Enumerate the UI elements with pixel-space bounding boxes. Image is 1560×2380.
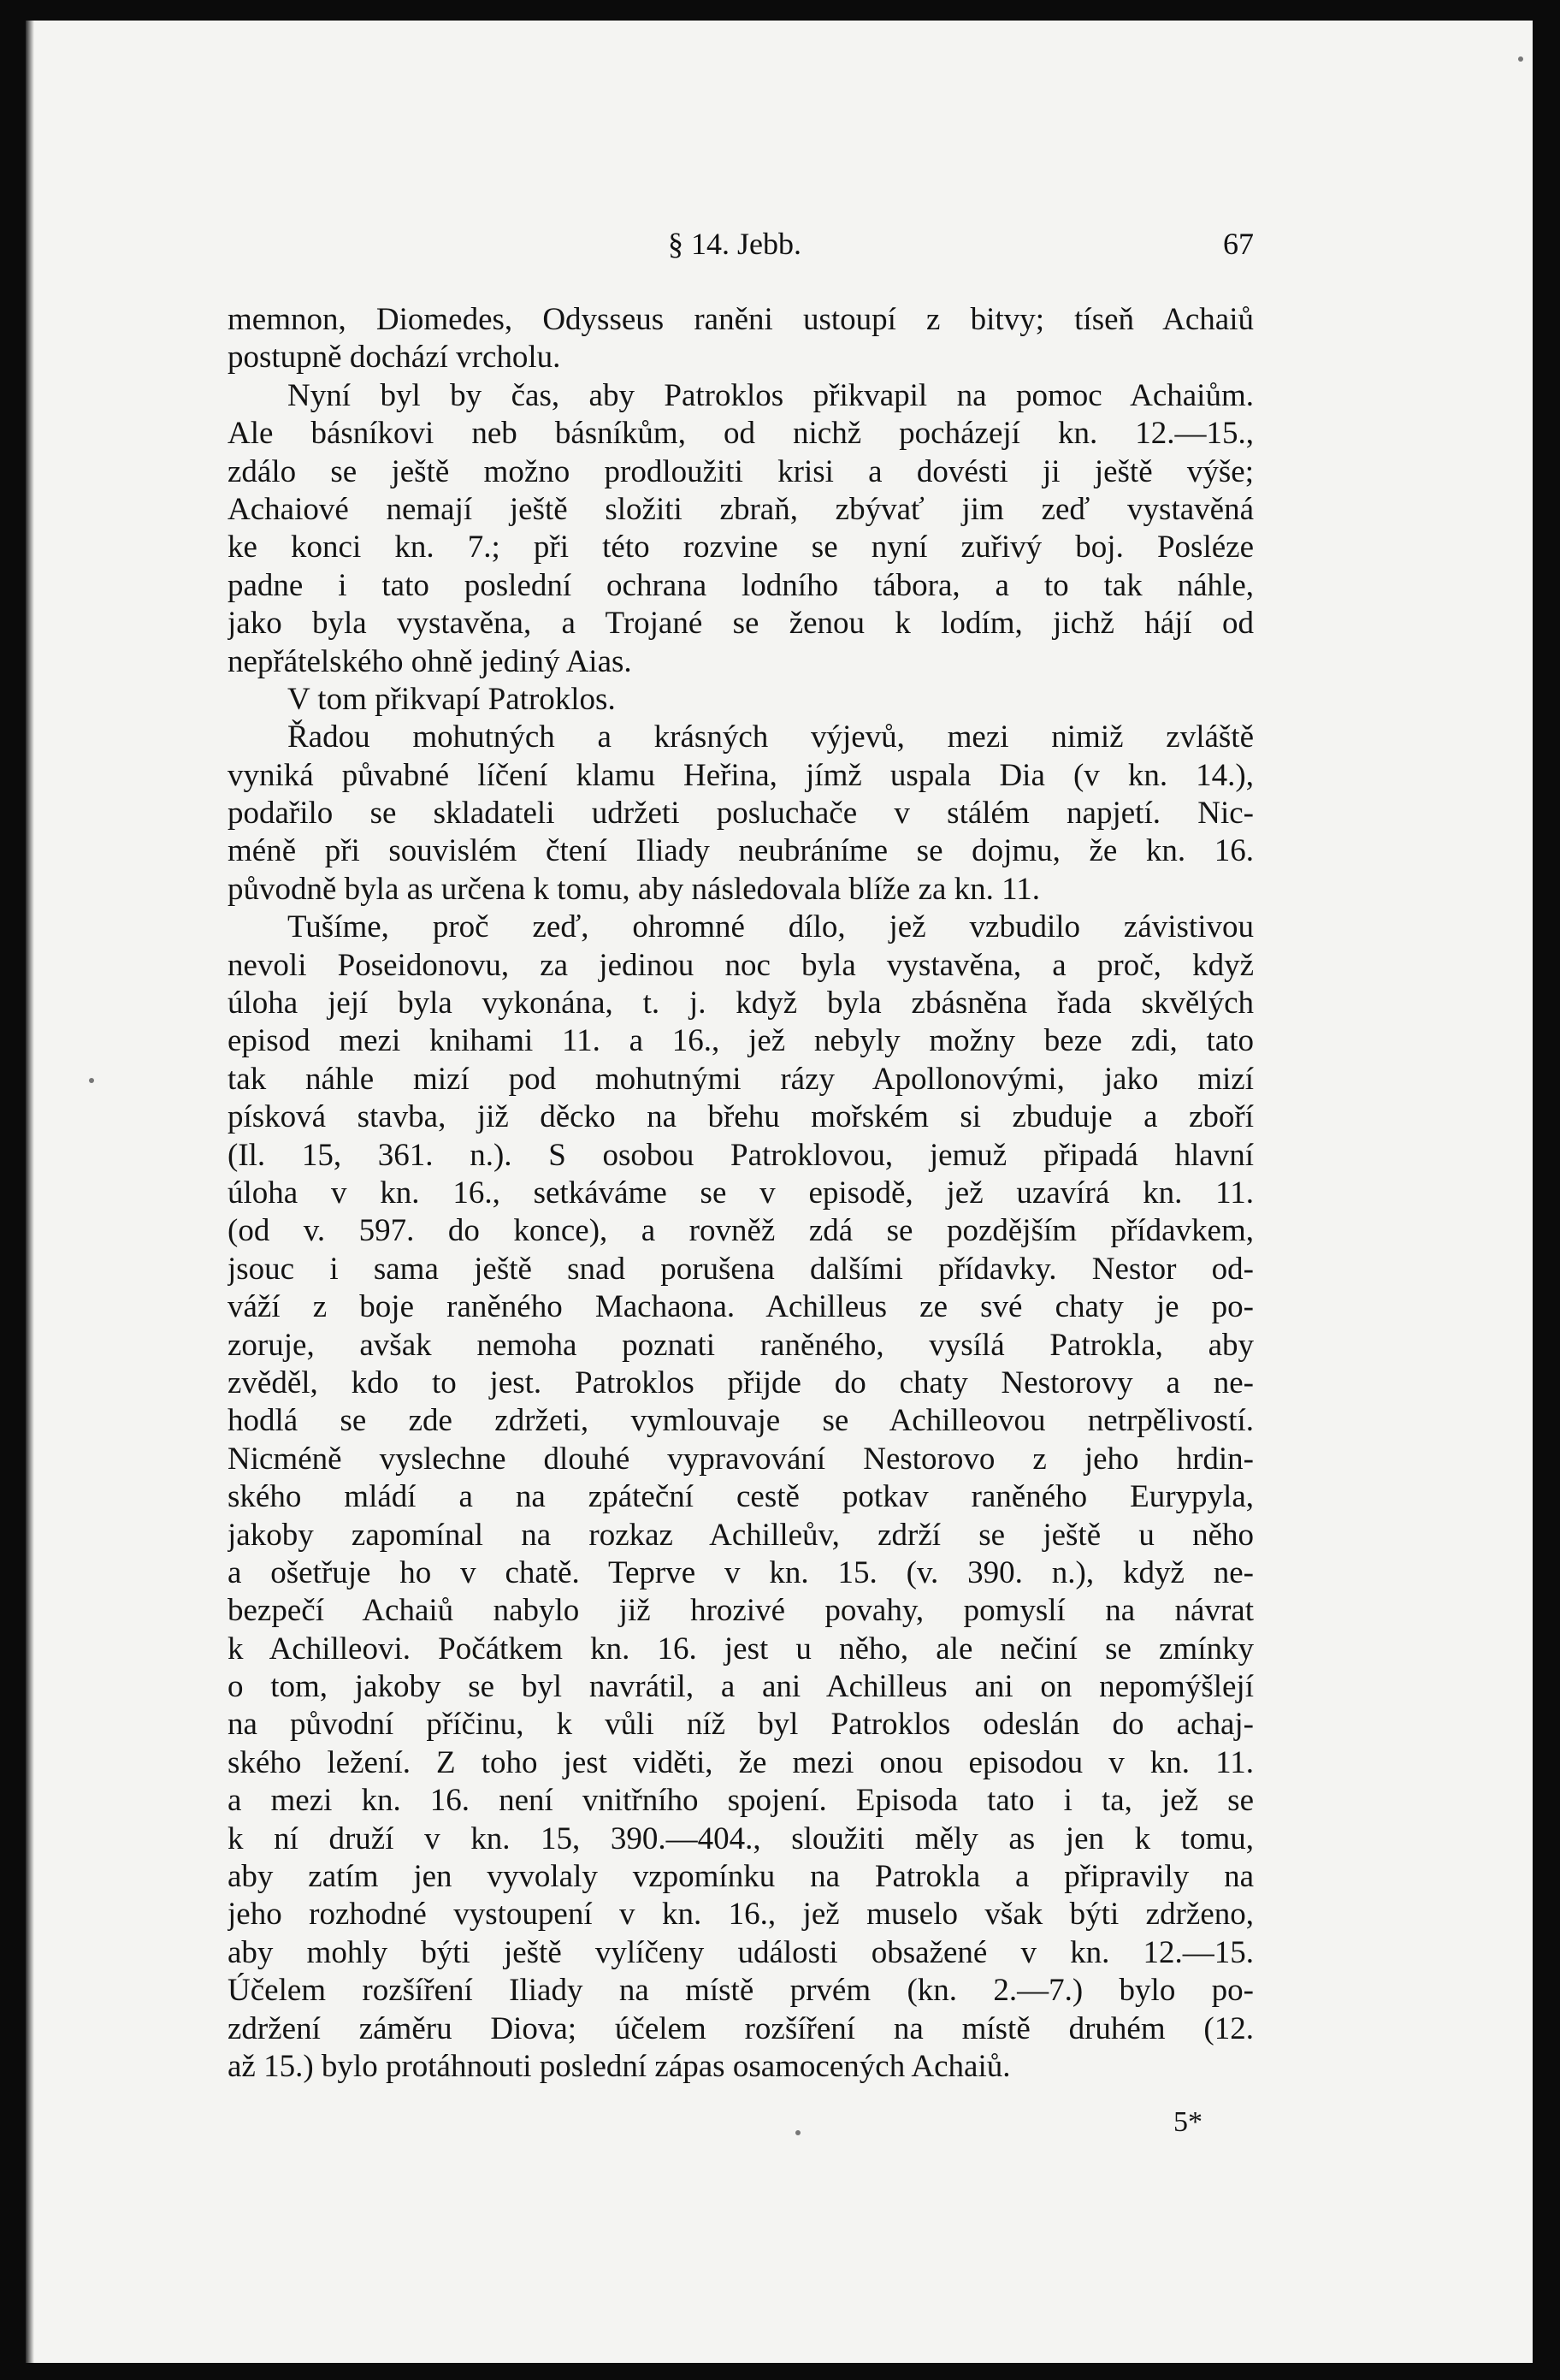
text-line: úloha v kn. 16., setkáváme se v episodě, jež uzavírá kn. 11. — [228, 1175, 1254, 1211]
text-line: postupně dochází vrcholu. — [228, 340, 561, 376]
text-line: zdálo se ještě možno prodloužiti krisi a dovésti ji ještě výše; — [228, 453, 1254, 489]
page-header — [228, 214, 1254, 265]
text-line: váží z boje raněného Machaona. Achilleus ze své chaty je po- — [228, 1289, 1254, 1325]
signature-mark: 5* — [1173, 2106, 1202, 2138]
text-line: (Il. 15, 361. n.). S osobou Patroklovou, jemuž připadá hlavní — [228, 1137, 1254, 1173]
text-line: k Achilleovi. Počátkem kn. 16. jest u něho, ale nečiní se zmínky — [228, 1631, 1254, 1667]
text-line: jako byla vystavěna, a Trojané se ženou k lodím, jichž hájí od — [228, 606, 1254, 642]
page-number: 67 — [1223, 227, 1254, 261]
text-line: Nicméně vyslechne dlouhé vypravování Nestorovo z jeho hrdin- — [228, 1441, 1254, 1477]
text-line: zvěděl, kdo to jest. Patroklos přijde do chaty Nestorovy a ne- — [228, 1365, 1254, 1400]
text-line: hodlá se zde zdržeti, vymlouvaje se Achilleovou netrpělivostí. — [228, 1403, 1254, 1439]
text-line: méně při souvislém čtení Iliady neubráníme se dojmu, že kn. 16. — [228, 833, 1254, 869]
text-line: k ní druží v kn. 15, 390.—404., sloužiti měly as jen k tomu, — [228, 1821, 1254, 1856]
text-line: Účelem rozšíření Iliady na místě prvém (kn. 2.—7.) bylo po- — [228, 1973, 1254, 2009]
text-line: aby zatím jen vyvolaly vzpomínku na Patrokla a připravily na — [228, 1859, 1254, 1895]
text-line: jakoby zapomínal na rozkaz Achilleův, zdrží se ještě u něho — [228, 1517, 1254, 1553]
page-binding-shadow — [26, 21, 34, 2363]
speck — [795, 2130, 801, 2135]
text-line: tak náhle mizí pod mohutnými rázy Apollonovými, jako mizí — [228, 1061, 1254, 1097]
text-line: jsouc i sama ještě snad porušena dalšími přídavky. Nestor od- — [228, 1251, 1254, 1287]
text-line: nevoli Poseidonovu, za jedinou noc byla vystavěna, a proč, když — [228, 947, 1254, 983]
speck — [1518, 56, 1523, 62]
text-line: V tom přikvapí Patroklos. — [287, 681, 616, 717]
text-line: písková stavba, již děcko na břehu mořském si zbuduje a zboří — [228, 1099, 1254, 1135]
text-line: memnon, Diomedes, Odysseus raněni ustoupí z bitvy; tíseň Achaiů — [228, 302, 1254, 337]
text-line: padne i tato poslední ochrana lodního tábora, a to tak náhle, — [228, 567, 1254, 603]
text-line: až 15.) bylo protáhnouti poslední zápas osamocených Achaiů. — [228, 2048, 1011, 2084]
text-line: Tušíme, proč zeď, ohromné dílo, jež vzbudilo závistivou — [287, 909, 1254, 945]
text-line: Achaiové nemají ještě složiti zbraň, zbývať jim zeď vystavěná — [228, 491, 1254, 527]
text-line: zoruje, avšak nemoha poznati raněného, vysílá Patrokla, aby — [228, 1327, 1254, 1363]
text-line: původně byla as určena k tomu, aby následovala blíže za kn. 11. — [228, 871, 1041, 907]
text-line: (od v. 597. do konce), a rovněž zdá se pozdějším přídavkem, — [228, 1213, 1254, 1249]
text-line: Ale básníkovi neb básníkům, od nichž pocházejí kn. 12.—15., — [228, 416, 1254, 452]
text-line: nepřátelského ohně jediný Aias. — [228, 643, 632, 679]
speck — [89, 1078, 94, 1083]
running-title: § 14. Jebb. — [668, 227, 801, 261]
text-line: a ošetřuje ho v chatě. Teprve v kn. 15. (v. 390. n.), když ne- — [228, 1554, 1254, 1590]
text-line: vyniká půvabné líčení klamu Heřina, jímž uspala Dia (v kn. 14.), — [228, 757, 1254, 793]
text-line: episod mezi knihami 11. a 16., jež nebyly možny beze zdi, tato — [228, 1023, 1254, 1059]
text-line: podařilo se skladateli udržeti posluchače v stálém napjetí. Nic- — [228, 796, 1254, 832]
text-line: úloha její byla vykonána, t. j. když byla zbásněna řada skvělých — [228, 986, 1254, 1021]
text-line: Nyní byl by čas, aby Patroklos přikvapil na pomoc Achaiům. — [287, 377, 1254, 413]
text-line: ského ležení. Z toho jest viděti, že mezi onou episodou v kn. 11. — [228, 1744, 1254, 1780]
body-text — [228, 301, 1254, 2086]
text-line: Řadou mohutných a krásných výjevů, mezi nimiž zvláště — [287, 719, 1254, 755]
text-line: ského mládí a na zpáteční cestě potkav raněného Eurypyla, — [228, 1479, 1254, 1515]
text-line: bezpečí Achaiů nabylo již hrozivé povahy, pomyslí na návrat — [228, 1593, 1254, 1629]
text-line: zdržení záměru Diova; účelem rozšíření na místě druhém (12. — [228, 2010, 1254, 2046]
text-line: ke konci kn. 7.; při této rozvine se nyní zuřivý boj. Posléze — [228, 530, 1254, 565]
text-line: a mezi kn. 16. není vnitřního spojení. Episoda tato i ta, jež se — [228, 1783, 1254, 1819]
text-line: o tom, jakoby se byl navrátil, a ani Achilleus ani on nepomýšlejí — [228, 1669, 1254, 1705]
text-line: na původní příčinu, k vůli níž byl Patroklos odeslán do achaj- — [228, 1707, 1254, 1743]
text-line: aby mohly býti ještě vylíčeny události obsažené v kn. 12.—15. — [228, 1934, 1254, 1970]
text-line: jeho rozhodné vystoupení v kn. 16., jež muselo však býti zdrženo, — [228, 1897, 1254, 1933]
